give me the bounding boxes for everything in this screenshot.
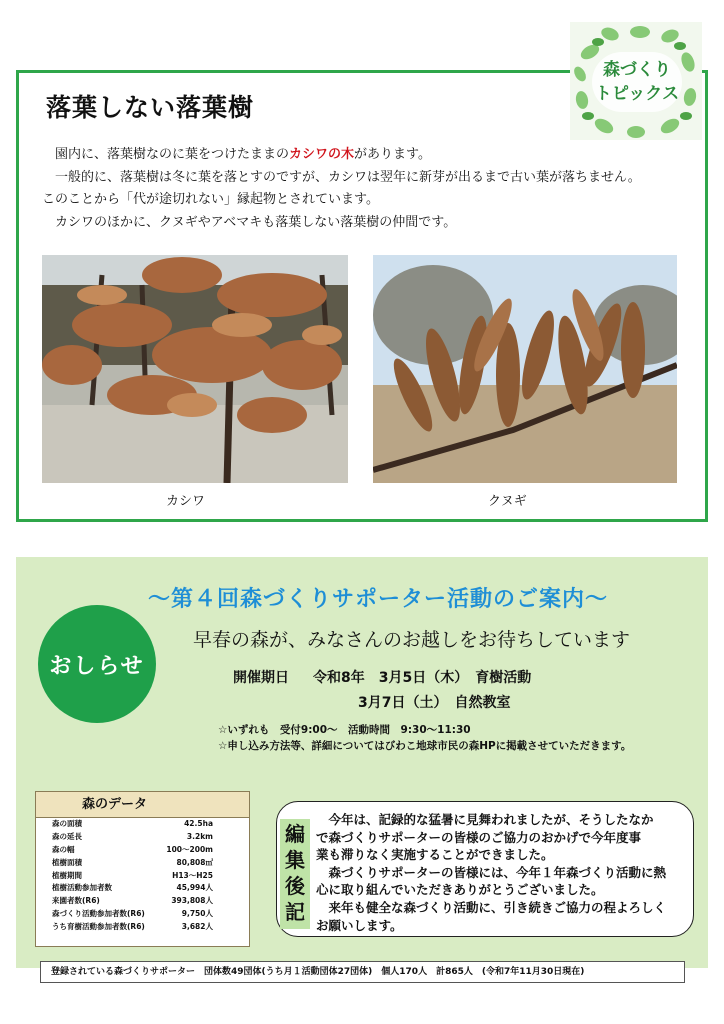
forest-data-row xyxy=(36,895,249,908)
forest-data-label: 来園者数(R6) xyxy=(52,896,100,906)
paragraph-1-pre: 園内に、落葉樹なのに葉をつけたままの xyxy=(55,147,290,162)
paragraph-4-text: カシワのほかに、クヌギやアベマキも落葉しない落葉樹の仲間です。 xyxy=(55,214,457,230)
event-note-2: ☆申し込み方法等、詳細についてはびわこ地球市民の森HPに掲載させていただきます。 xyxy=(218,740,632,752)
forest-data-label: 森の幅 xyxy=(52,844,75,854)
forest-data-table xyxy=(35,791,250,947)
forest-data-value: 42.5ha xyxy=(184,819,213,828)
kashiwa-caption: カシワ xyxy=(166,494,206,509)
date-label: 開催期日 xyxy=(233,670,289,686)
forest-data-value: 45,994人 xyxy=(176,883,213,893)
forest-data-label: 森の延長 xyxy=(52,831,82,841)
forest-data-value: 100～200m xyxy=(166,844,213,854)
paragraph-2 xyxy=(42,167,682,190)
afterword-line: 来年も健全な森づくり活動に、引き続きご協力の程よろしく xyxy=(316,899,667,915)
forest-data-row xyxy=(36,818,249,831)
forest-data-rows xyxy=(36,818,249,934)
afterword-line: 森づくりサポーターの皆様には、今年１年森づくり活動に熱 xyxy=(316,864,667,880)
forest-data-row xyxy=(36,831,249,844)
forest-data-row xyxy=(36,908,249,921)
forest-data-row xyxy=(36,844,249,857)
forest-data-label: 植樹活動参加者数 xyxy=(52,883,112,893)
highlight-kashiwa: カシワの木 xyxy=(289,147,355,162)
event-title: ～第４回森づくりサポーター活動のご案内～ xyxy=(148,587,609,612)
badge-line-1: 森づくり xyxy=(603,60,671,80)
kashiwa-photo xyxy=(42,255,348,483)
forest-data-label: 森づくり活動参加者数(R6) xyxy=(52,909,145,919)
forest-data-value: H13～H25 xyxy=(172,870,213,880)
afterword-line: 業も滞りなく実施することができました。 xyxy=(316,847,554,863)
forest-data-heading: 森のデータ xyxy=(36,792,249,818)
topic-body xyxy=(42,144,682,234)
afterword-line: お願いします。 xyxy=(316,917,403,933)
paragraph-1 xyxy=(42,144,682,167)
topic-title: 落葉しない落葉樹 xyxy=(46,93,255,122)
forest-data-label: 森の面積 xyxy=(52,819,82,828)
supporter-footer: 登録されている森づくりサポーター 団体数49団体(うち月１活動団体27団体) 個人170人 計865人 (令和7年11月30日現在) xyxy=(40,961,685,983)
kunugi-photo xyxy=(373,255,677,483)
event-note-1: ☆いずれも 受付9:00～ 活動時間 9:30～11:30 xyxy=(218,724,471,736)
paragraph-4 xyxy=(42,212,682,235)
forest-data-label: 植樹期間 xyxy=(52,870,82,880)
forest-data-row xyxy=(36,882,249,895)
badge-label xyxy=(592,52,682,112)
afterword-line: 今年は、記録的な猛暑に見舞われましたが、そうしたなか xyxy=(316,812,654,827)
forest-data-value: 393,808人 xyxy=(171,896,213,906)
event-lead: 早春の森が、みなさんのお越しをお待ちしています xyxy=(193,629,631,651)
forest-data-value: 3.2km xyxy=(186,831,213,841)
afterword-label: 編 集 後 記 xyxy=(280,819,310,929)
notice-circle: おしらせ xyxy=(38,605,156,723)
topic-badge xyxy=(570,22,702,140)
afterword-text xyxy=(316,811,666,934)
kunugi-caption: クヌギ xyxy=(488,494,527,509)
forest-data-row xyxy=(36,870,249,883)
forest-data-value: 9,750人 xyxy=(181,909,213,919)
forest-data-label: うち育樹活動参加者数(R6) xyxy=(52,922,145,932)
paragraph-3: このことから「代が途切れない」縁起物とされています。 xyxy=(42,192,379,207)
forest-data-value: 3,682人 xyxy=(181,922,213,932)
forest-data-label: 植樹面積 xyxy=(52,857,82,867)
badge-line-2: トピックス xyxy=(594,84,680,104)
afterword-line: 心に取り組んでいただきありがとうございました。 xyxy=(316,882,604,898)
forest-data-row xyxy=(36,857,249,870)
forest-data-value: 80,808㎡ xyxy=(176,857,213,867)
forest-data-row xyxy=(36,921,249,934)
afterword-line: で森づくりサポーターの皆様のご協力のおかげで今年度事 xyxy=(316,829,642,845)
event-date-1: 令和8年 3月5日（木） 育樹活動 xyxy=(313,670,532,686)
paragraph-1-post: があります。 xyxy=(354,147,432,162)
event-date-2: 3月7日（土） 自然教室 xyxy=(358,695,511,711)
paragraph-2-text: 一般的に、落葉樹は冬に葉を落とすのですが、カシワは翌年に新芽が出るまで古い葉が落ちません。 xyxy=(55,169,641,185)
